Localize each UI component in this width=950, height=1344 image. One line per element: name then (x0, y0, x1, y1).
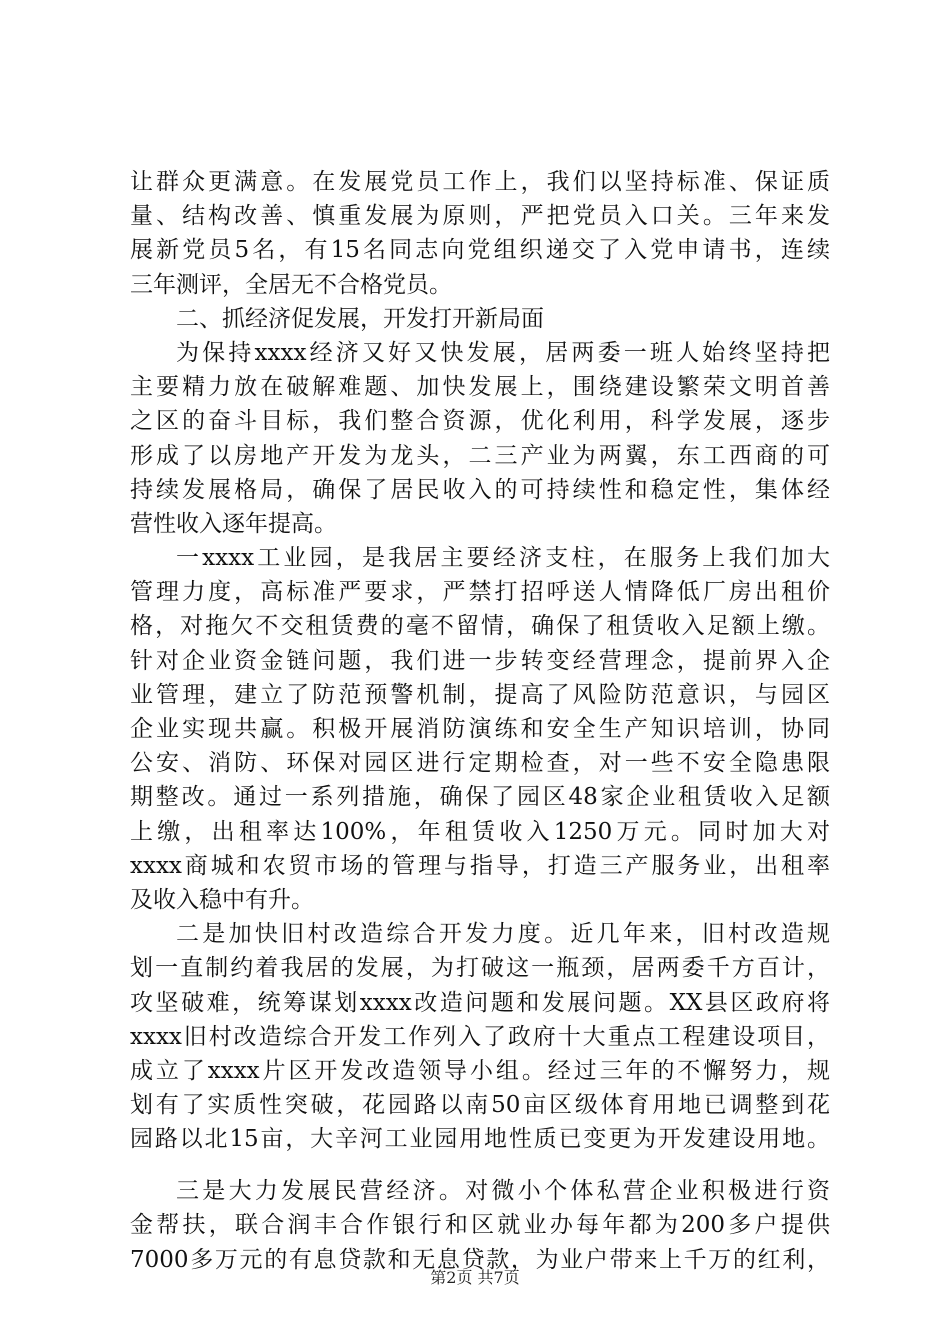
text-line: xxxx旧村改造综合开发工作列入了政府十大重点工程建设项目， (130, 1023, 830, 1050)
text-line: 主要精力放在破解难题、加快发展上，围绕建设繁荣文明首善 (130, 374, 830, 401)
text-line: 针对企业资金链问题，我们进一步转变经营理念，提前界入企 (130, 647, 830, 674)
text-line: 展新党员5名，有15名同志向党组织递交了入党申请书，连续 (130, 237, 830, 264)
text-line: xxxx商城和农贸市场的管理与指导，打造三产服务业，出租率 (130, 852, 830, 879)
text-line: 管理力度，高标准严要求，严禁打招呼送人情降低厂房出租价 (130, 579, 830, 606)
text-line: 营性收入逐年提高。 (130, 510, 337, 537)
text-line: 上缴，出租率达100%，年租赁收入1250万元。同时加大对 (130, 818, 830, 845)
text-line: 园路以北15亩，大辛河工业园用地性质已变更为开发建设用地。 (130, 1126, 830, 1153)
text-line: 量、结构改善、慎重发展为原则，严把党员入口关。三年来发 (130, 203, 830, 230)
text-line: 划有了实质性突破，花园路以南50亩区级体育用地已调整到花 (130, 1092, 830, 1119)
text-line: 业管理，建立了防范预警机制，提高了风险防范意识，与园区 (130, 681, 830, 708)
text-line: 让群众更满意。在发展党员工作上，我们以坚持标准、保证质 (130, 169, 830, 195)
text-line: 为保持xxxx经济又好又快发展，居两委一班人始终坚持把 (176, 339, 830, 366)
text-line: 及收入稳中有升。 (130, 886, 314, 913)
document-body (130, 168, 830, 1280)
text-line: 攻坚破难，统筹谋划xxxx改造问题和发展问题。XX县区政府将 (130, 989, 830, 1016)
text-line: 企业实现共赢。积极开展消防演练和安全生产知识培训，协同 (130, 716, 830, 742)
text-line: 划一直制约着我居的发展，为打破这一瓶颈，居两委千方百计， (130, 955, 830, 982)
text-line: 金帮扶，联合润丰合作银行和区就业办每年都为200多户提供 (130, 1212, 830, 1239)
text-line: 公安、消防、环保对园区进行定期检查，对一些不安全隐患限 (130, 750, 830, 777)
page-footer: 第2页 共7页 (430, 1268, 520, 1287)
text-line: 一xxxx工业园，是我居主要经济支柱，在服务上我们加大 (176, 545, 830, 572)
text-line: 之区的奋斗目标，我们整合资源，优化利用，科学发展，逐步 (130, 408, 830, 435)
text-line: 三年测评，全居无不合格党员。 (130, 271, 452, 298)
text-line: 形成了以房地产开发为龙头，二三产业为两翼，东工西商的可 (130, 442, 830, 469)
text-line: 三是大力发展民营经济。对微小个体私营企业积极进行资 (176, 1178, 830, 1205)
text-line: 格，对拖欠不交租赁费的毫不留情，确保了租赁收入足额上缴。 (130, 613, 830, 640)
text-line: 持续发展格局，确保了居民收入的可持续性和稳定性，集体经 (130, 476, 830, 503)
text-line: 7000多万元的有息贷款和无息贷款，为业户带来上千万的红利， (130, 1246, 830, 1273)
text-line: 二是加快旧村改造综合开发力度。近几年来，旧村改造规 (176, 921, 830, 948)
text-line: 期整改。通过一系列措施，确保了园区48家企业租赁收入足额 (130, 784, 830, 811)
section-heading: 二、抓经济促发展，开发打开新局面 (176, 305, 544, 332)
text-line: 成立了xxxx片区开发改造领导小组。经过三年的不懈努力，规 (130, 1057, 830, 1084)
